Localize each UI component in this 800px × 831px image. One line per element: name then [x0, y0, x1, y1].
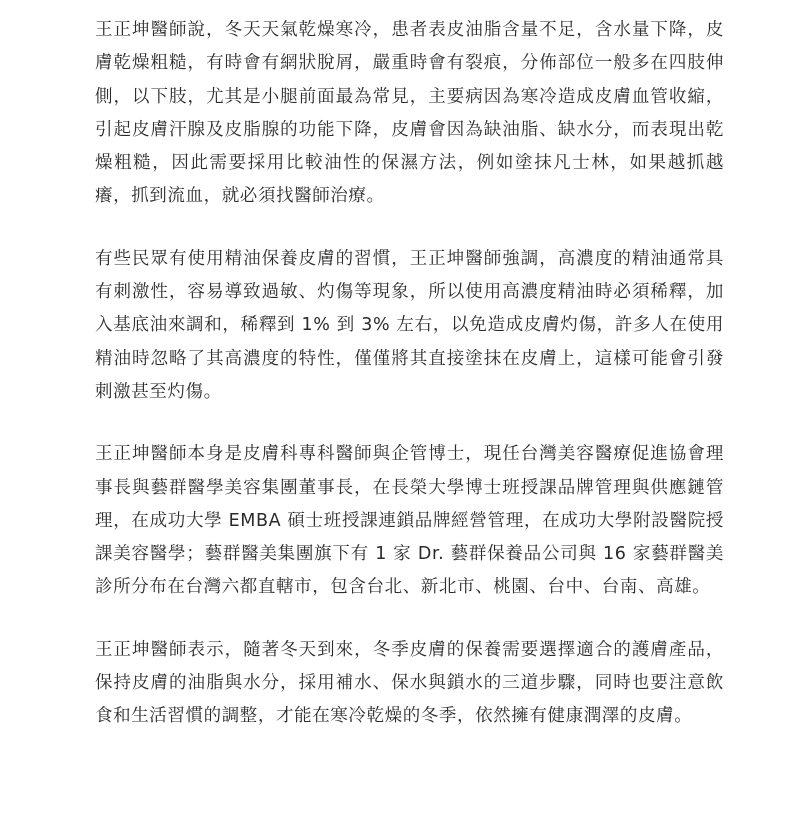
paragraph-winter-dry-skin: 王正坤醫師說，冬天天氣乾燥寒冷，患者表皮油脂含量不足，含水量下降，皮膚乾燥粗糙，有時會有網狀脫屑，嚴重時會有裂痕，分佈部位一般多在四肢伸側，以下肢，尤其是小腿前面最為常見，主要病因為寒冷造成皮膚血管收縮，引起皮膚汗腺及皮脂腺的功能下降，皮膚會因為缺油脂、缺水分，而表現出乾燥粗糙，因此需要採用比較油性的保濕方法，例如塗抹凡士林，如果越抓越癢，抓到流血，就必須找醫師治療。 [95, 20, 724, 207]
paragraph-winter-skincare: 王正坤醫師表示，隨著冬天到來，冬季皮膚的保養需要選擇適合的護膚產品，保持皮膚的油脂與水分，採用補水、保水與鎖水的三道步驟，同時也要注意飲食和生活習慣的調整，才能在寒冷乾燥的冬季，依然擁有健康潤澤的皮膚。 [95, 639, 724, 727]
paragraph-doctor-background: 王正坤醫師本身是皮膚科專科醫師與企管博士，現任台灣美容醫療促進協會理事長與藝群醫學美容集團董事長，在長榮大學博士班授課品牌管理與供應鏈管理，在成功大學 EMBA 碩士班授課連鎖品牌經營管理，在成功大學附設醫院授課美容醫學；藝群醫美集團旗下有 1 家 Dr. 藝群保養品公司與 16 家藝群醫美診所分布在台灣六都直轄市，包含台北、新北市、桃園、台中、台南、高雄。 [95, 444, 724, 598]
paragraph-essential-oil: 有些民眾有使用精油保養皮膚的習慣，王正坤醫師強調，高濃度的精油通常具有刺激性，容易導致過敏、灼傷等現象，所以使用高濃度精油時必須稀釋，加入基底油來調和，稀釋到 1% 到 3% 左右，以免造成皮膚灼傷，許多人在使用精油時忽略了其高濃度的特性，僅僅將其直接塗抹在皮膚上，這樣可能會引發刺激甚至灼傷。 [95, 248, 724, 402]
